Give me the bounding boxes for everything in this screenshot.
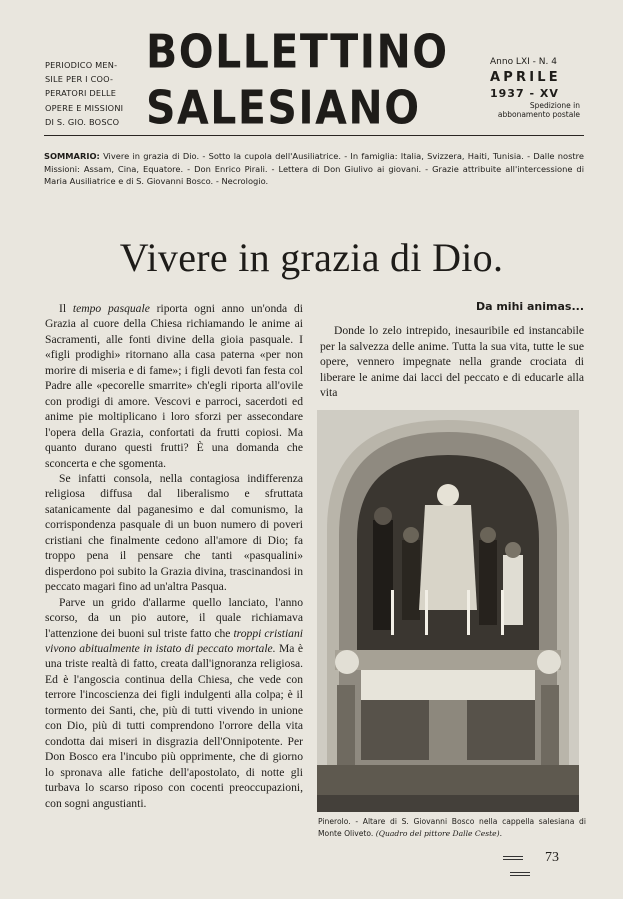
para-text: Parve un grido d'allarme quello lanciato, l'anno scorso, da un pio autore, il quale richiamava l'attenzione dei buoni sul triste fatto che [45,595,303,640]
sommario [44,150,584,188]
sommario-label: SOMMARIO: [44,151,100,161]
masthead-title-line2: SALESIANO [146,81,421,135]
masthead-description [45,58,145,129]
masthead-rule [44,135,584,136]
issue-annata: Anno LXI - N. 4 [490,57,557,67]
altar-photo [317,410,579,812]
issue-year: 1937 - XV [490,87,559,100]
footer-dash [510,872,530,876]
para-italic: troppi cristiani vivono abitualmente in istato di peccato mortale. [45,626,303,655]
article-paragraph [45,301,303,471]
masthead-desc-line: OPERE E MISSIONI [45,102,124,113]
para-text: Ma è una triste realtà di fatto, creata dall'ignoranza religiosa. Ed è l'angoscia continua della Chiesa, che vede con terrore l'incoscienza dei figli indulgenti alla colpa; è il tormento dei Santi, che, più di tutti vivendo in unione con Dio, più di tutti comprendono l'orrore della vita condotta dai miseri in disgrazia dell'Onnipotente. Per Don Bosco era l'incubo più opprimente, che di giorno lo spronava alle fatiche dell'apostolato, di notte gli turbava lo scarso riposo con cocenti preoccupazioni, con sogni angustianti. [45,641,303,810]
masthead-title-line1: BOLLETTINO [146,25,449,79]
article-right-column [320,323,584,401]
masthead-desc-line: DI S. GIO. BOSCO [45,116,120,127]
masthead-desc-line: PERATORI DELLE [45,88,117,99]
postal-note: Spedizione in abbonamento postale [497,101,580,119]
article-paragraph: Donde lo zelo intrepido, inesauribile ed instancabile per la salvezza delle anime. Tutta la sua vita, tutte le sue opere, vennero impegnate nella grande crociata di liberare le anime dai lacci del peccato e di educarle alla vita [320,324,584,399]
article-paragraph [45,595,303,811]
para-lead: Il [59,302,67,315]
masthead-issue-info [490,56,590,119]
article-left-column [45,301,303,811]
article-title: Vivere in grazia di Dio. [119,235,504,280]
page-number: 73 [545,850,559,865]
caption-italic: (Quadro del pittore Dalle Ceste). [375,828,503,838]
section-heading: Da mihi animas... [475,300,584,313]
masthead-desc-line: SILE PER I COO- [45,74,114,85]
issue-month: APRILE [490,70,561,85]
sommario-text: Vivere in grazia di Dio. - Sotto la cupola dell'Ausiliatrice. - In famiglia: Italia, Svizzera, Haiti, Tunisia. - Dalle nostre Missioni: Assam, Cina, Equatore. - Don Enrico Pirali. - Lettera di Don Giulivo ai giovani. - Grazie attribuite all'intercessione di Maria Ausiliatrice e di S. Giovanni Bosco. - Necrologio. [44,151,585,186]
article-paragraph: Se infatti consola, nella contagiosa indifferenza religiosa diffusa dal liberalismo e sfruttata satanicamente dal paganesimo e dal comunismo, la corrispondenza pasquale di un buon numero di poveri cristiani che finalmente cedono all'amore di Dio; fa troppo pena il pensare che tanti «pasqualini» disperdono poi subito la Grazia divina, trascinandosi in peccato magari fino ad un'altra Pasqua. [45,471,303,594]
altar-photo-illustration [317,410,579,812]
page-number-footer [455,850,585,882]
para-text: riporta ogni anno un'onda di Grazia al cuore della Chiesa richiamando le anime ai Sacramenti, alle fonti divine della gioia pasquale. I «figli prodighi» ritornano alla casa paterna «per non morire di miseria e di fame»; i figli devoti fan festa col Padre alle «pecorelle smarrite» ch'egli riporta all'ovile con prodigi di amore. Vescovi e parroci, sacerdoti ed anime pie moltiplicano i loro sforzi per assecondare l'opera della Grazia, confortati da frutti copiosi. Ma quanto durano questi frutti? È una domanda che sconcerta e che sgomenta. [45,302,303,470]
photo-caption [318,816,586,839]
caption-text: Pinerolo. - Altare di S. Giovanni Bosco nella cappella salesiana di Monte Oliveto. [318,817,586,838]
masthead-title [146,24,486,136]
masthead-desc-line: PERIODICO MEN- [45,60,118,70]
footer-dash [503,856,523,860]
para-lead-italic: tempo pasquale [72,302,150,315]
